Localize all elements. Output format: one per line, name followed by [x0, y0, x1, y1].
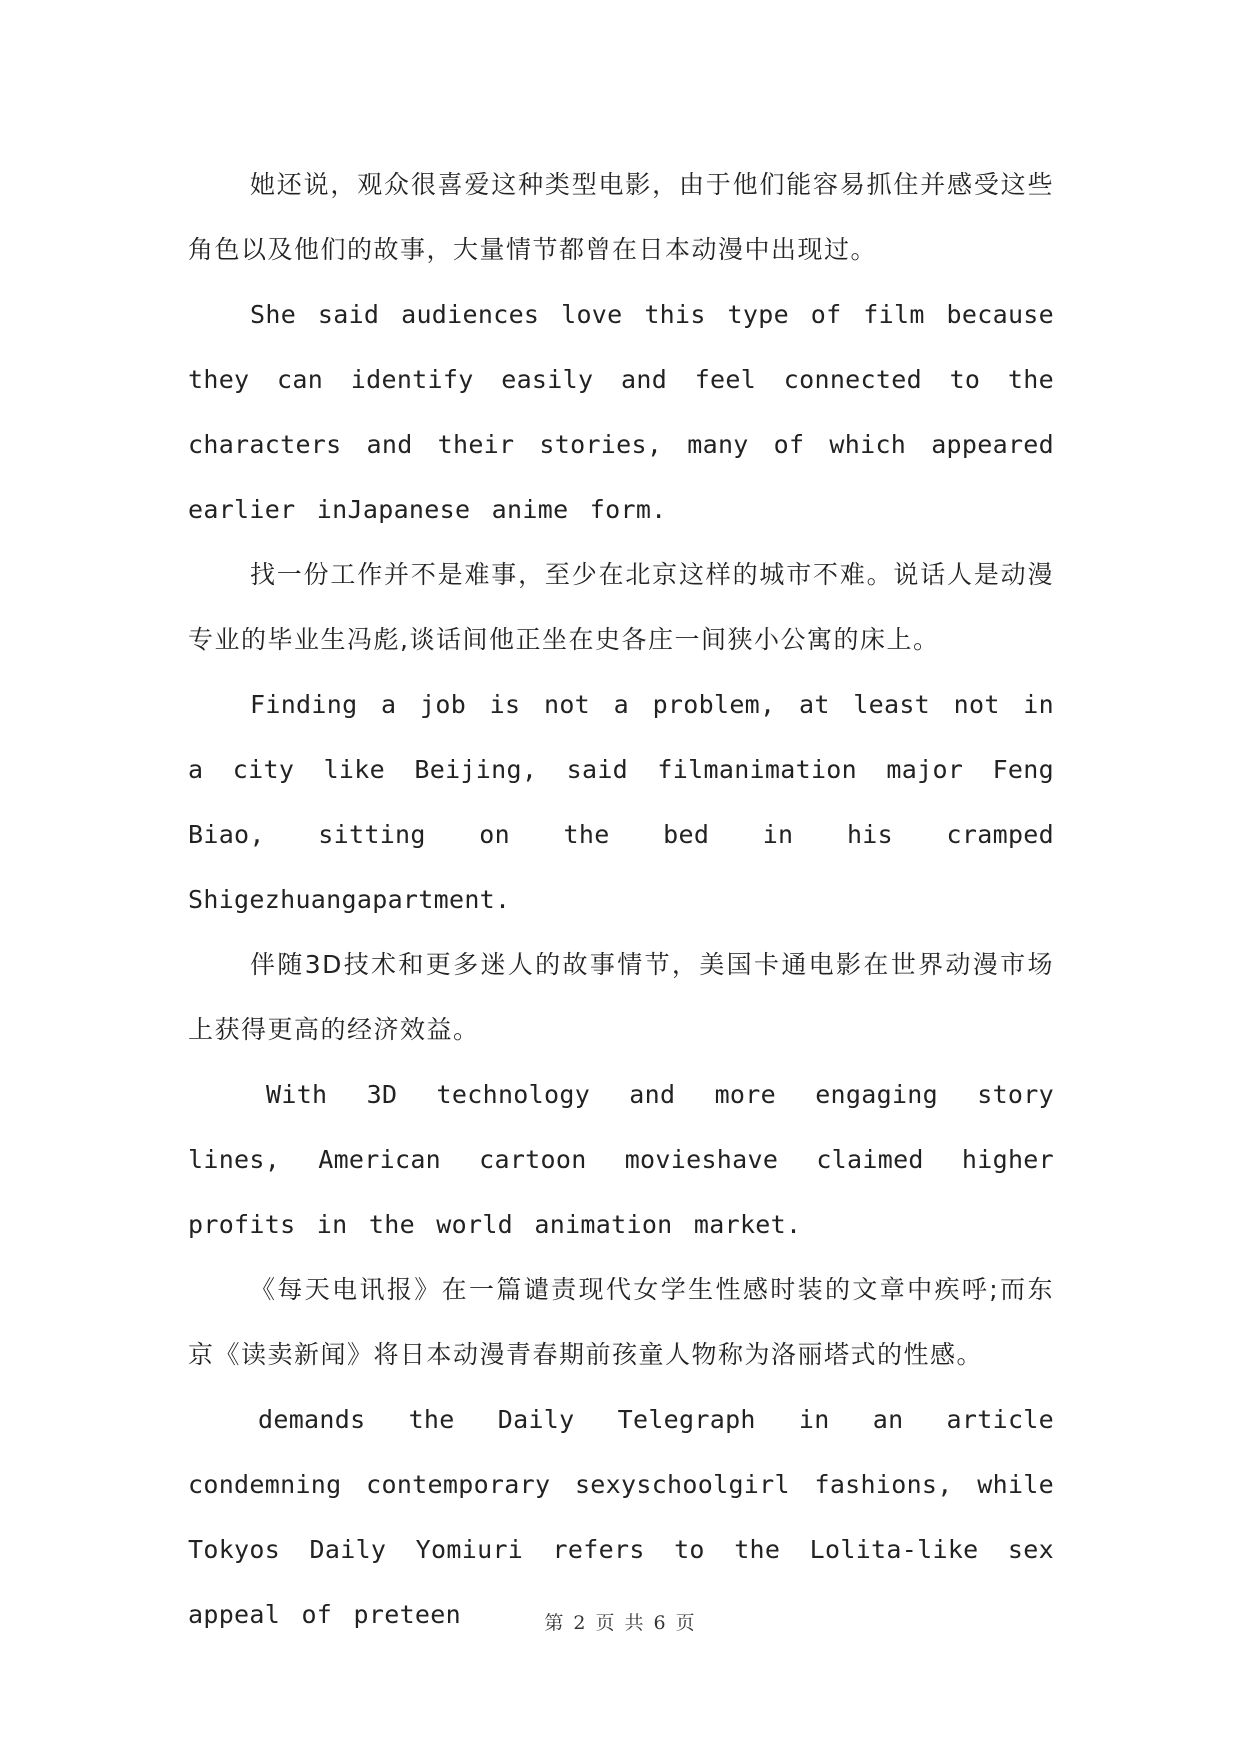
paragraph-zh-2: 找一份工作并不是难事，至少在北京这样的城市不难。说话人是动漫专业的毕业生冯彪,谈话间他正坐在史各庄一间狭小公寓的床上。	[188, 560, 1054, 654]
paragraph-en-4: demands the Daily Telegraph in an article condemning contemporary sexyschoolgirl fashions, while Tokyos Daily Yomiuri refers to the Lolita-like sex appeal of preteen	[188, 1405, 1054, 1629]
page-number-footer: 第 2 页 共 6 页	[544, 1612, 697, 1634]
paragraph-zh-1: 她还说，观众很喜爱这种类型电影，由于他们能容易抓住并感受这些角色以及他们的故事，大量情节都曾在日本动漫中出现过。	[188, 170, 1054, 264]
paragraph-zh-4: 《每天电讯报》在一篇谴责现代女学生性感时装的文章中疾呼;而东京《读卖新闻》将日本动漫青春期前孩童人物称为洛丽塔式的性感。	[188, 1275, 1054, 1369]
paragraph-zh-3: 伴随3D技术和更多迷人的故事情节，美国卡通电影在世界动漫市场上获得更高的经济效益。	[188, 950, 1054, 1044]
document-body	[188, 152, 1054, 1647]
paragraph-en-1: She said audiences love this type of film because they can identify easily and feel connected to the characters and their stories, many of which appeared earlier inJapanese anime form.	[188, 300, 1054, 524]
paragraph-en-3: With 3D technology and more engaging story lines, American cartoon movieshave claimed higher profits in the world animation market.	[188, 1080, 1054, 1239]
paragraph-en-2: Finding a job is not a problem, at least not in a city like Beijing, said filmanimation major Feng Biao, sitting on the bed in his cramped Shigezhuangapartment.	[188, 690, 1054, 914]
